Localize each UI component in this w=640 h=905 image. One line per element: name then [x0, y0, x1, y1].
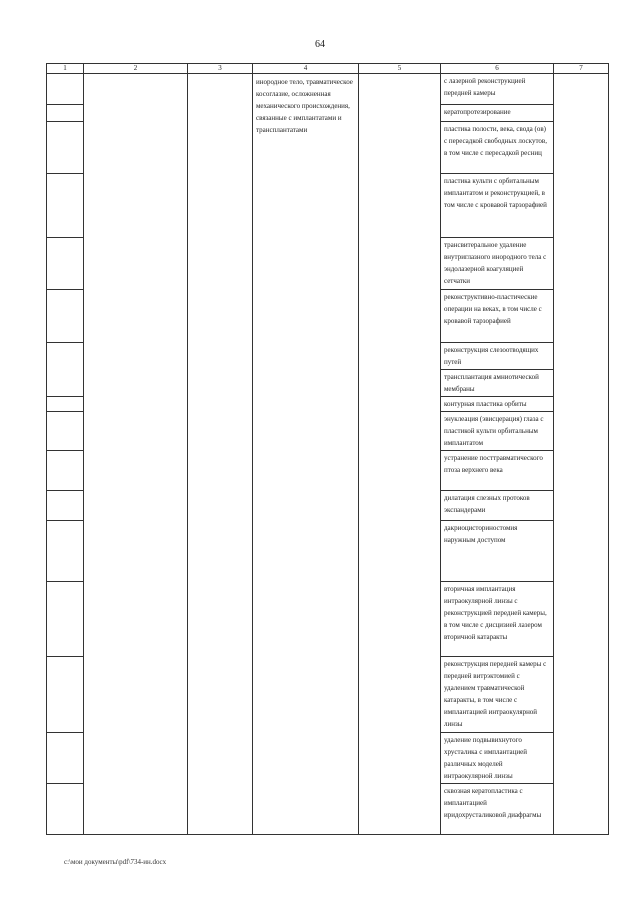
treatment-cell: пластика культи с орбитальным имплантатом и реконструкцией, в том числе с кровавой тарзорафией [441, 174, 554, 238]
cell-col1 [47, 74, 84, 105]
cell-col1 [47, 174, 84, 238]
treatment-cell: энуклеация (эвисцерация) глаза с пластикой культи орбитальным имплантатом [441, 412, 554, 451]
cell-col1 [47, 397, 84, 412]
column-header: 7 [554, 64, 609, 74]
cell-col1 [47, 238, 84, 290]
treatment-cell: реконструктивно-пластические операции на веках, в том числе с кровавой тарзорафией [441, 290, 554, 343]
cell-col1 [47, 343, 84, 397]
cell-col1 [47, 122, 84, 174]
treatment-cell: вторичная имплантация интраокулярной линзы с реконструкцией передней камеры, в том числе с дисцизией лазером вторичной катаракты [441, 582, 554, 657]
cell-col7 [554, 74, 609, 835]
cell-col1 [47, 521, 84, 582]
cell-col1 [47, 451, 84, 491]
column-header: 2 [84, 64, 188, 74]
column-header: 4 [253, 64, 359, 74]
treatment-cell: устранение посттравматического птоза верхнего века [441, 451, 554, 491]
cell-col1 [47, 290, 84, 343]
treatment-cell: удаление подвывихнутого хрусталика с имплантацией различных моделей интраокулярной линзы [441, 733, 554, 784]
cell-col5 [359, 74, 441, 835]
column-header: 3 [188, 64, 253, 74]
column-header: 5 [359, 64, 441, 74]
treatment-cell: реконструкция передней камеры с передней витрэктомией с удалением травматической катаракты, в том числе с имплантацией интраокулярной линзы [441, 657, 554, 733]
treatment-cell: трансплантация амниотической мембраны [441, 370, 554, 397]
footer-file-path: c:\мои документы\pdf\734-ин.docx [64, 858, 167, 866]
cell-col1 [47, 582, 84, 657]
treatment-cell: дакриоцисториностомия наружным доступом [441, 521, 554, 582]
treatment-cell: дилатация слезных протоков экспандерами [441, 491, 554, 521]
procedures-table [46, 63, 608, 835]
diagnosis-cell: инородное тело, травматическое косоглазие, осложненная механического происхождения, связанные с имплантатами и трансплантатами [253, 74, 359, 835]
table-row [47, 74, 609, 105]
treatment-cell: кератопротезирование [441, 105, 554, 122]
treatment-cell: контурная пластика орбиты [441, 397, 554, 412]
cell-col2 [84, 74, 188, 835]
cell-col3 [188, 74, 253, 835]
cell-col1 [47, 657, 84, 733]
cell-col1 [47, 491, 84, 521]
cell-col1 [47, 412, 84, 451]
cell-col1 [47, 105, 84, 122]
column-header: 6 [441, 64, 554, 74]
cell-col1 [47, 784, 84, 835]
treatment-cell: трансвитеральное удаление внутриглазного инородного тела с эндолазерной коагуляцией сетчатки [441, 238, 554, 290]
column-header: 1 [47, 64, 84, 74]
table-header-row [47, 64, 609, 74]
treatment-cell: реконструкция слезоотводящих путей [441, 343, 554, 370]
page-number: 64 [315, 39, 325, 50]
treatment-cell: сквозная кератопластика с имплантацией иридохрусталиковой диафрагмы [441, 784, 554, 835]
cell-col1 [47, 733, 84, 784]
treatment-cell: пластика полости, века, свода (ов) с пересадкой свободных лоскутов, в том числе с пересадкой ресниц [441, 122, 554, 174]
treatment-cell: с лазерной реконструкцией передней камеры [441, 74, 554, 105]
